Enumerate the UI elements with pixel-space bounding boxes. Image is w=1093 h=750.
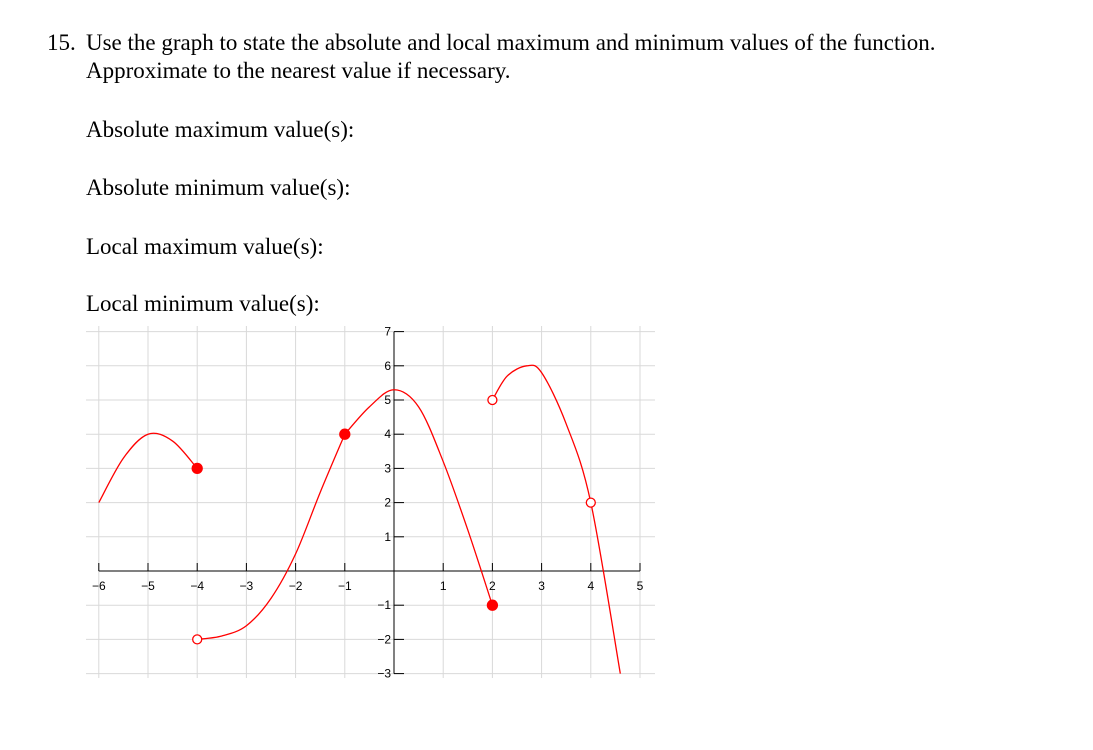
y-tick-label: 7	[384, 324, 391, 339]
y-tick-label: 5	[384, 393, 391, 407]
x-tick-label: 2	[489, 579, 496, 593]
y-tick-label: 1	[384, 529, 391, 544]
open-endpoint	[193, 635, 202, 644]
absolute-minimum-prompt: Absolute minimum value(s):	[86, 175, 351, 200]
y-tick-label: 6	[384, 358, 391, 373]
y-tick-label: 2	[384, 495, 391, 510]
x-tick-label: 5	[636, 579, 644, 593]
x-tick-label: −3	[239, 579, 254, 593]
y-tick-label: −2	[377, 632, 391, 647]
open-endpoint	[488, 396, 497, 405]
x-tick-label: 3	[538, 579, 545, 593]
y-tick-label: 4	[384, 427, 391, 442]
closed-endpoint	[340, 429, 350, 439]
x-tick-label: −1	[337, 579, 352, 593]
x-tick-label: −5	[141, 579, 155, 593]
y-tick-label: −1	[377, 598, 391, 613]
closed-endpoint	[487, 600, 497, 610]
x-tick-label: −6	[91, 579, 106, 593]
x-tick-label: 4	[587, 579, 595, 593]
curve-piece-4	[492, 365, 620, 673]
question-number: 15.	[47, 30, 76, 55]
x-tick-label: −2	[288, 579, 303, 593]
y-tick-label: −3	[377, 666, 391, 681]
curve-piece-3	[345, 390, 493, 605]
closed-endpoint	[192, 463, 202, 473]
grid	[86, 326, 655, 678]
question-text-line1: Use the graph to state the absolute and local maximum and minimum values of the function.	[86, 30, 936, 55]
open-endpoint	[586, 498, 595, 507]
absolute-maximum-prompt: Absolute maximum value(s):	[86, 117, 355, 142]
local-minimum-prompt: Local minimum value(s):	[86, 291, 320, 316]
y-tick-label: 3	[384, 461, 391, 476]
question-text-line2: Approximate to the nearest value if necessary.	[86, 58, 511, 83]
local-maximum-prompt: Local maximum value(s):	[86, 234, 324, 259]
x-tick-label: −4	[190, 579, 205, 593]
x-tick-label: 1	[439, 579, 447, 593]
